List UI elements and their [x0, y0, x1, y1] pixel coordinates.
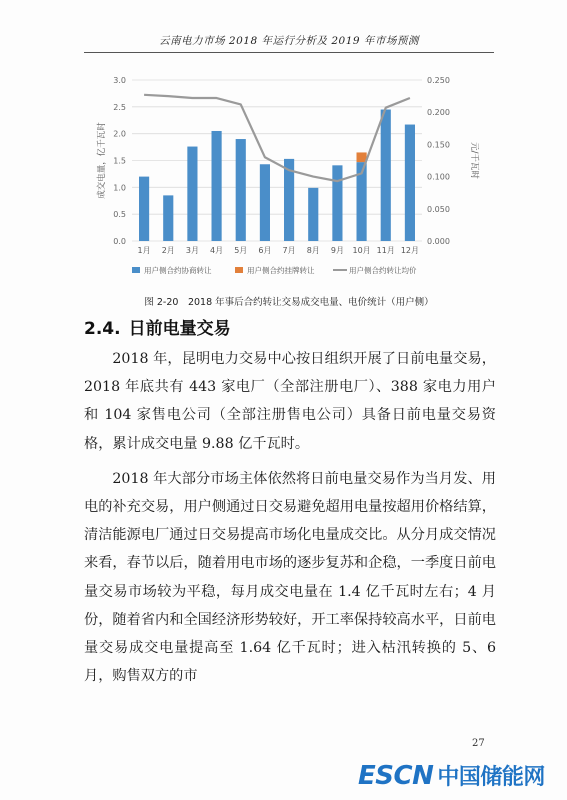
x-tick-label: 11月 [376, 246, 395, 255]
legend-swatch [132, 267, 140, 273]
paragraph: 2018 年，昆明电力交易中心按日组织开展了日前电量交易，2018 年底共有 443 家电厂（全部注册电厂）、388 家电力用户和 104 家售电公司（全部注册售电公司）具备日前电量交易资格，累计成交电量 9.88 亿千瓦时。 [84, 351, 496, 452]
y2-tick-label: 0.000 [427, 237, 450, 246]
y2-tick-label: 0.150 [427, 140, 450, 150]
y2-tick-label: 0.250 [427, 76, 450, 85]
watermark-cn: 中国储能网 [437, 765, 545, 790]
x-tick-label: 3月 [185, 246, 199, 255]
y-tick-label: 3.0 [113, 76, 126, 85]
bar-series1 [212, 131, 222, 241]
x-tick-label: 12月 [400, 246, 420, 255]
y-tick-label: 2.5 [113, 102, 126, 112]
x-tick-label: 9月 [330, 246, 344, 255]
bar-series1 [332, 165, 342, 241]
x-tick-label: 10月 [352, 246, 371, 255]
watermark-en: ESCN [358, 761, 434, 791]
bar-series1 [187, 147, 197, 241]
x-tick-label: 6月 [258, 246, 272, 255]
line-series3 [144, 95, 410, 181]
legend-label: 用户侧合约转让均价 [349, 266, 417, 275]
bar-series1 [236, 139, 246, 241]
legend-label: 用户侧合约协商转让 [144, 266, 212, 275]
paragraph: 2018 年大部分市场主体依然将日前电量交易作为当月发、用电的补充交易，用户侧通过日交易避免超用电量按超用价格结算，清洁能源电厂通过日交易提高市场化电量成交比。从分月成交情况来看，春节以后，随着用电市场的逐步复苏和企稳，一季度日前电量交易市场较为平稳，每月成交电量在 1.4 亿千瓦时左右；4 月份，随着省内和全国经济形势较好，开工率保持较高水平，日前电量交易成交电量提高至 1.64 亿千瓦时；进入枯汛转换的 5、6 月，购售双方的市 [84, 470, 496, 685]
x-tick-label: 8月 [306, 246, 320, 255]
legend-label: 用户侧合约挂牌转让 [247, 266, 315, 275]
bar-series1 [405, 125, 415, 241]
body-text [84, 345, 496, 697]
y-tick-label: 1.5 [113, 156, 126, 166]
bar-series1 [139, 177, 149, 241]
x-tick-label: 2月 [161, 246, 175, 255]
chart-svg [92, 58, 492, 293]
chart [92, 58, 492, 293]
y2-tick-label: 0.050 [427, 204, 450, 214]
watermark-logo [358, 760, 545, 791]
bar-series1 [260, 164, 270, 241]
page-header: 云南电力市场 2018 年运行分析及 2019 年市场预测 [159, 35, 419, 47]
x-tick-label: 4月 [210, 246, 224, 255]
legend-swatch [235, 267, 243, 273]
y-tick-label: 2.0 [113, 129, 126, 139]
bar-series1 [381, 110, 391, 241]
bar-series1 [163, 195, 173, 241]
bar-series1 [308, 188, 318, 241]
y2-axis-label: 元/千瓦时 [469, 142, 479, 179]
y2-tick-label: 0.100 [427, 172, 450, 182]
y2-tick-label: 0.200 [427, 108, 450, 118]
y-tick-label: 0.5 [113, 210, 126, 220]
x-tick-label: 7月 [282, 246, 296, 255]
figure-caption: 图 2-20 2018 年事后合约转让交易成交电量、电价统计（用户侧） [144, 297, 434, 308]
x-tick-label: 1月 [137, 246, 151, 255]
y-tick-label: 1.0 [113, 183, 126, 193]
y-tick-label: 0.0 [113, 237, 126, 246]
section-number: 2.4. [84, 319, 121, 339]
header-rule [84, 52, 494, 53]
section-title: 日前电量交易 [128, 319, 231, 339]
section-heading [84, 314, 231, 339]
x-tick-label: 5月 [234, 246, 248, 255]
y-axis-label: 成交电量，亿千瓦时 [97, 122, 107, 199]
page-number: 27 [472, 738, 485, 749]
